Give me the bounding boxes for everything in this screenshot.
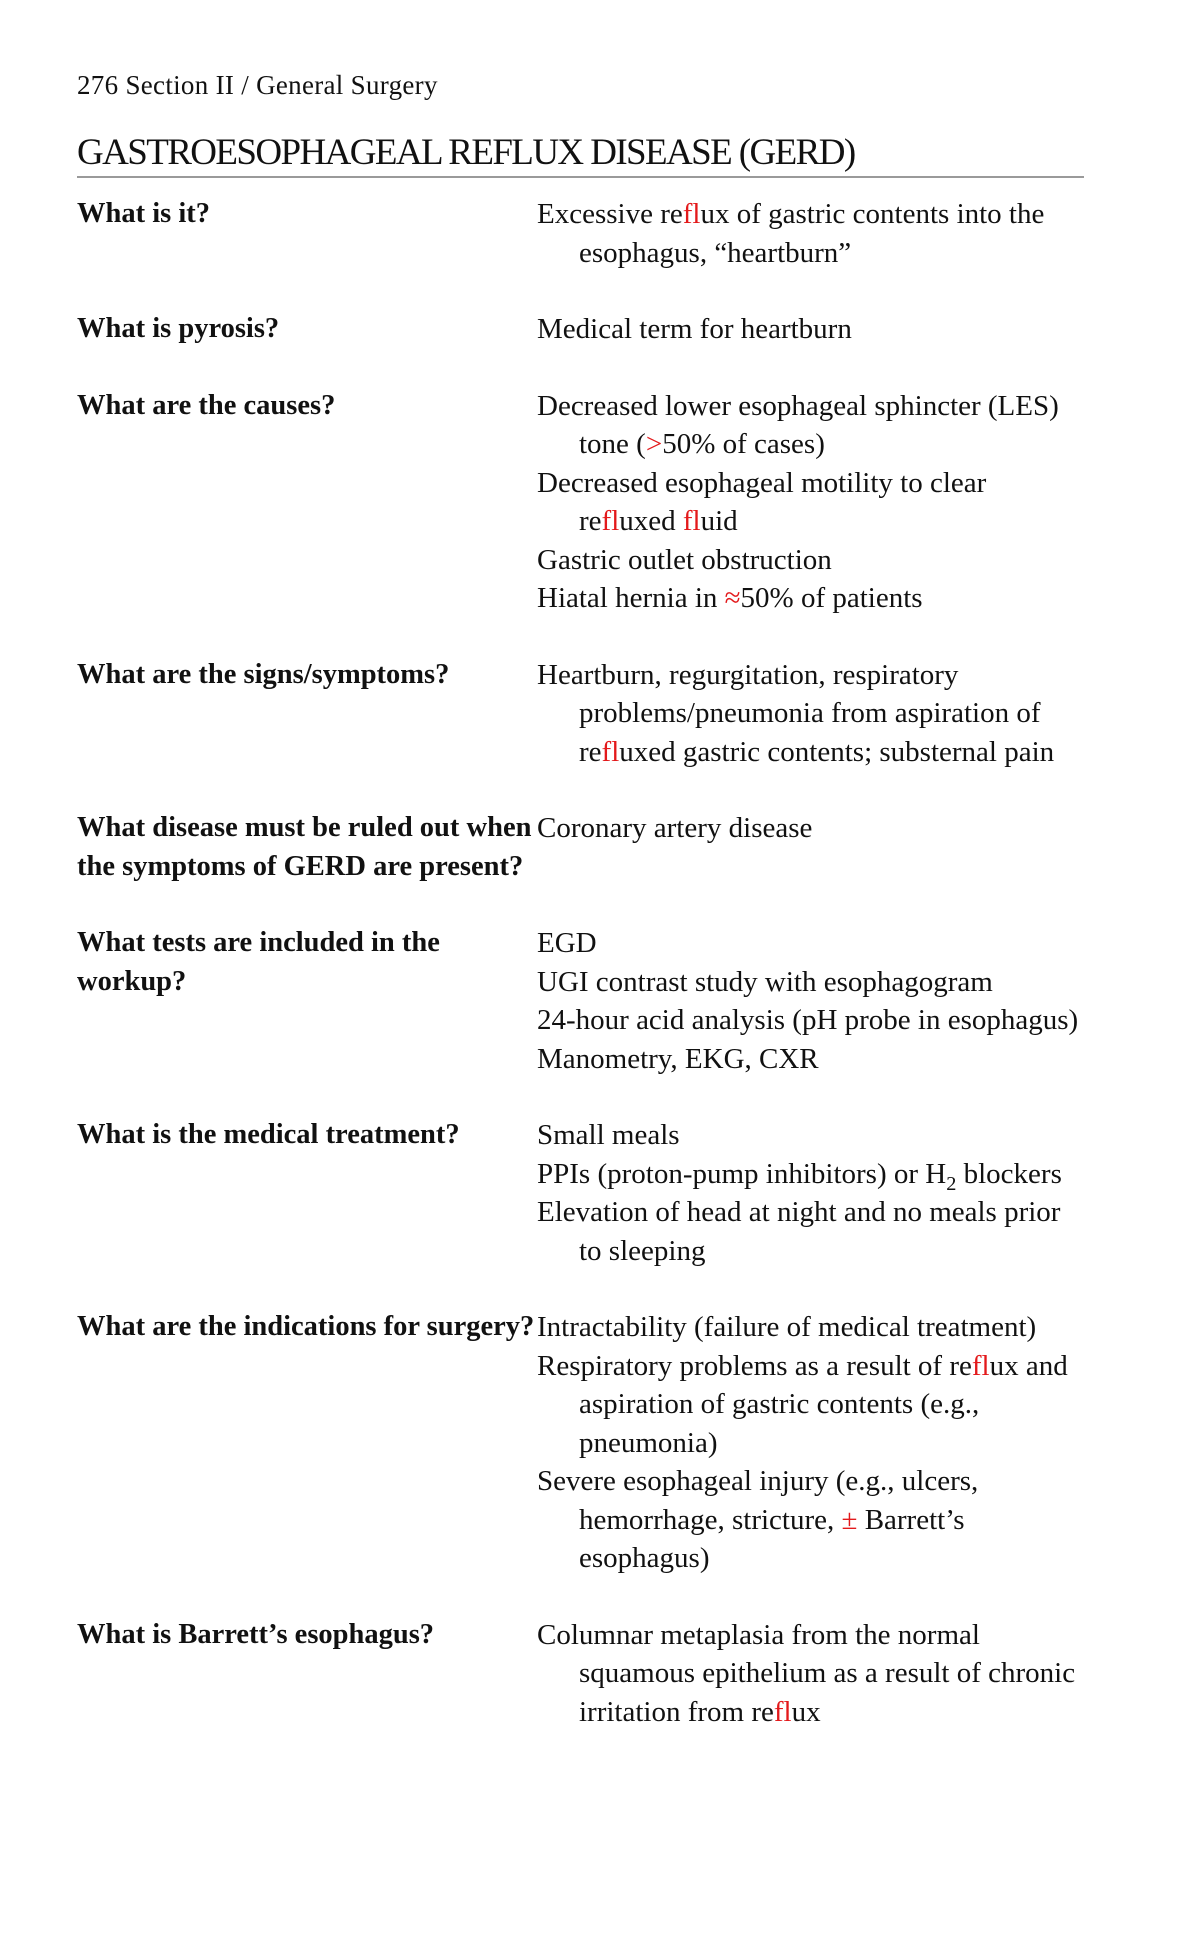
answer-text: 24-hour acid analysis (pH probe in esophagus) <box>537 1004 1079 1036</box>
highlighted-glyph: fl <box>971 1349 990 1382</box>
answer-text: Small meals <box>537 1119 680 1151</box>
answer-text: Intractability (failure of medical treatment) <box>537 1311 1037 1343</box>
answer-text: UGI contrast study with esophagogram <box>537 965 993 998</box>
question: What are the signs/symptoms? <box>77 658 450 690</box>
qa-row <box>77 1308 1087 1578</box>
highlighted-glyph: ≈ <box>724 582 741 614</box>
question: What tests are included in the workup? <box>77 927 440 997</box>
answer-text: Heartburn, regurgitation, respiratory problems/pneumonia from aspiration of re <box>537 658 1041 768</box>
answer-text: uid <box>700 505 738 537</box>
answer-text: uxed <box>619 505 683 537</box>
answer-line <box>537 464 1087 541</box>
question: What is the medical treatment? <box>77 1119 460 1150</box>
highlighted-glyph: ± <box>841 1503 858 1536</box>
answer-text: Decreased esophageal motility to clear re <box>537 466 987 537</box>
answer-line <box>537 924 1087 963</box>
answer <box>537 924 1087 1078</box>
question: What is it? <box>77 198 211 229</box>
answer-line <box>537 1616 1087 1732</box>
qa-row <box>77 1116 1087 1270</box>
answer-text: Hiatal hernia in <box>537 582 725 614</box>
highlighted-glyph: fl <box>601 505 620 537</box>
question: What are the causes? <box>77 389 336 421</box>
highlighted-glyph: fl <box>682 198 701 230</box>
qa-row <box>77 387 1087 618</box>
answer-text: Excessive re <box>537 198 683 230</box>
answer-text: Medical term for heartburn <box>537 313 852 345</box>
answer-line <box>537 1040 1087 1079</box>
answer-text: Respiratory problems as a result of re <box>537 1349 972 1382</box>
answer-line <box>537 541 1087 580</box>
answer-text: Gastric outlet obstruction <box>537 543 832 576</box>
answer-line <box>537 809 1087 848</box>
answer-text: ux of gastric contents into the esophagus, “heartburn” <box>579 198 1045 269</box>
answer-text: Decreased lower esophageal sphincter (LES) tone ( <box>537 389 1059 460</box>
answer-line <box>537 1462 1087 1578</box>
answer-line <box>537 963 1087 1002</box>
answer-line <box>537 195 1087 272</box>
answer-line <box>537 387 1087 464</box>
answer-text: Coronary artery disease <box>537 812 813 844</box>
question: What are the indications for surgery? <box>77 1311 535 1342</box>
answer-line <box>537 579 1087 618</box>
answer-text: Manometry, EKG, CXR <box>537 1042 819 1075</box>
answer <box>537 1116 1087 1270</box>
answer-text: Elevation of head at night and no meals prior to sleeping <box>537 1196 1061 1267</box>
qa-row <box>77 1616 1087 1732</box>
answer-text: Severe esophageal injury (e.g., ulcers, hemorrhage, stricture, <box>537 1465 979 1536</box>
answer-text: ux and aspiration of gastric contents (e.g., pneumonia) <box>579 1349 1068 1459</box>
answer-text: uxed gastric contents; substernal pain <box>619 735 1055 768</box>
qa-row <box>77 310 1087 349</box>
answer <box>537 195 1087 272</box>
answer-text: Columnar metaplasia from the normal squamous epithelium as a result of chronic irritation from re <box>537 1618 1076 1728</box>
highlighted-glyph: > <box>645 428 663 460</box>
highlighted-glyph: fl <box>682 505 701 537</box>
qa-row <box>77 195 1087 272</box>
answer <box>537 387 1087 618</box>
answer <box>537 1616 1087 1732</box>
answer-line <box>537 1347 1087 1463</box>
answer <box>537 310 1087 349</box>
answer-line <box>537 1155 1087 1194</box>
answer-text: PPIs (proton-pump inhibitors) or H <box>537 1157 947 1190</box>
answer-line <box>537 310 1087 349</box>
question: What is Barrett’s esophagus? <box>77 1618 435 1650</box>
running-head: 276 Section II / General Surgery <box>77 70 438 100</box>
answer-text: Barrett’s esophagus) <box>579 1503 965 1574</box>
highlighted-glyph: fl <box>601 735 620 768</box>
answer <box>537 809 1087 886</box>
answer <box>537 656 1087 772</box>
answer-line <box>537 1193 1087 1270</box>
answer-line <box>537 1308 1087 1347</box>
answer-line <box>537 1001 1087 1040</box>
subscript: 2 <box>946 1172 957 1195</box>
answer-text: 50% of patients <box>740 582 923 614</box>
question: What disease must be ruled out when the symptoms of GERD are present? <box>77 812 532 882</box>
question: What is pyrosis? <box>77 313 280 344</box>
answer-text: ux <box>791 1695 821 1728</box>
qa-row <box>77 656 1087 772</box>
qa-list <box>77 195 1087 1769</box>
answer-text: 50% of cases) <box>662 428 825 460</box>
chapter-title: GASTROESOPHAGEAL REFLUX DISEASE (GERD) <box>77 134 1084 178</box>
answer-line <box>537 656 1087 772</box>
qa-row <box>77 924 1087 1078</box>
answer-text: EGD <box>537 927 597 959</box>
qa-row <box>77 809 1087 886</box>
highlighted-glyph: fl <box>773 1695 792 1728</box>
answer-text: blockers <box>956 1157 1062 1190</box>
answer-line <box>537 1116 1087 1155</box>
answer <box>537 1308 1087 1578</box>
